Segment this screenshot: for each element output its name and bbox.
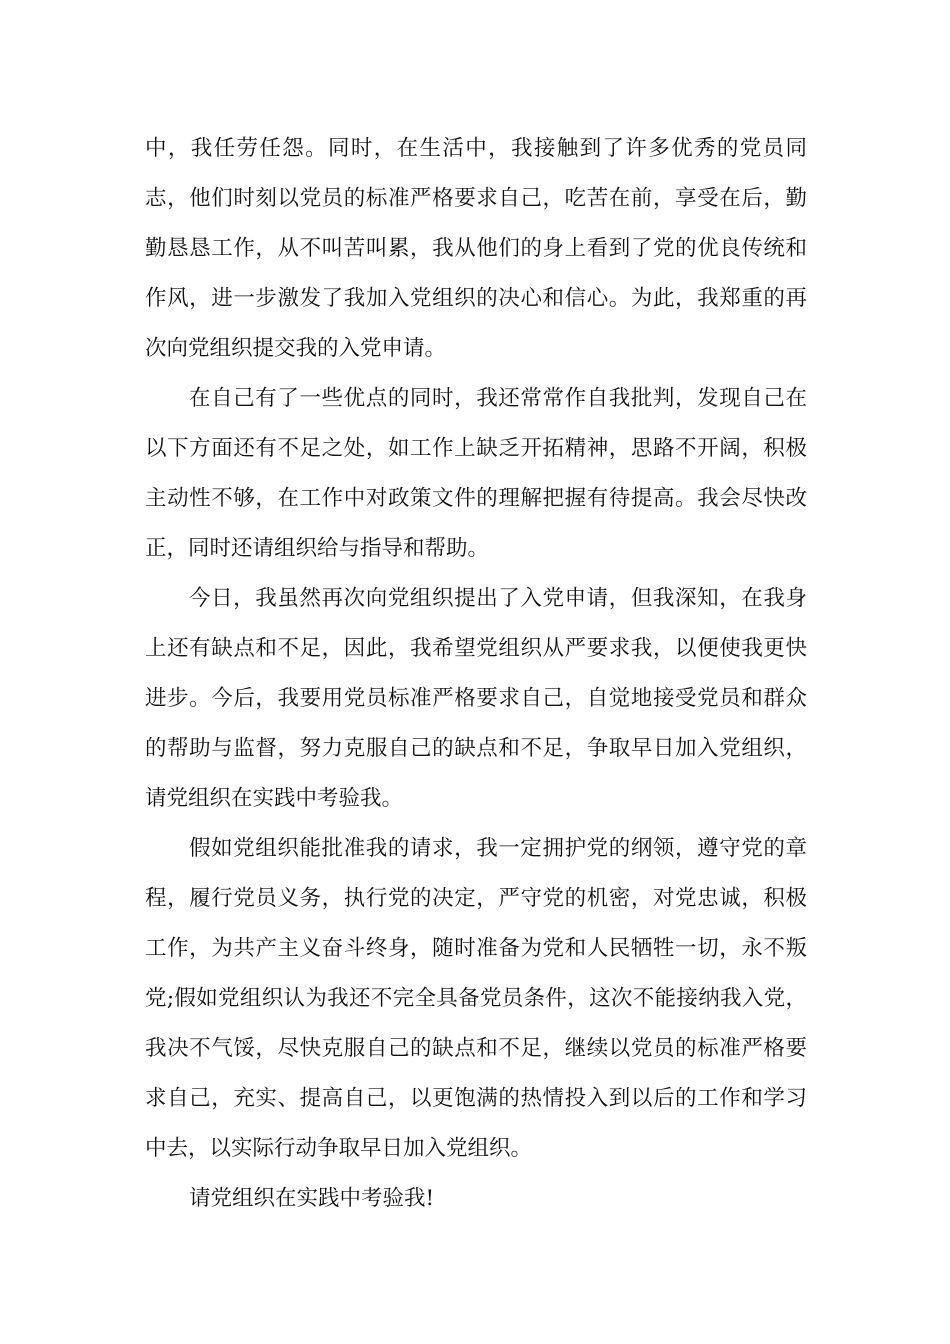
paragraph-application: 今日，我虽然再次向党组织提出了入党申请，但我深知，在我身上还有缺点和不足，因此，我希望党组织从严要求我，以便使我更快进步。今后，我要用党员标准严格要求自己，自觉地接受党员和群众的帮助与监督，努力克服自己的缺点和不足，争取早日加入党组织，请党组织在实践中考验我。 <box>145 586 807 811</box>
paragraph-commitment: 假如党组织能批准我的请求，我一定拥护党的纲领，遵守党的章程，履行党员义务，执行党的决定，严守党的机密，对党忠诚，积极工作，为共产主义奋斗终身，随时准备为党和人民牺牲一切，永不叛党;假如党组织认为我还不完全具备党员条件，这次不能接纳我入党，我决不气馁，尽快克服自己的缺点和不足，继续以党员的标准严格要求自己，充实、提高自己，以更饱满的热情投入到以后的工作和学习中去，以实际行动争取早日加入党组织。 <box>145 836 807 1161</box>
paragraph-continuation: 中，我任劳任怨。同时，在生活中，我接触到了许多优秀的党员同志，他们时刻以党员的标准严格要求自己，吃苦在前，享受在后，勤勤恳恳工作，从不叫苦叫累，我从他们的身上看到了党的优良传统和作风，进一步激发了我加入党组织的决心和信心。为此，我郑重的再次向党组织提交我的入党申请。 <box>145 136 807 361</box>
paragraph-closing: 请党组织在实践中考验我! <box>189 1186 435 1211</box>
document-body <box>145 124 807 1224</box>
paragraph-self-criticism: 在自己有了一些优点的同时，我还常常作自我批判，发现自己在以下方面还有不足之处，如工作上缺乏开拓精神，思路不开阔，积极主动性不够，在工作中对政策文件的理解把握有待提高。我会尽快改正，同时还请组织给与指导和帮助。 <box>145 386 807 561</box>
